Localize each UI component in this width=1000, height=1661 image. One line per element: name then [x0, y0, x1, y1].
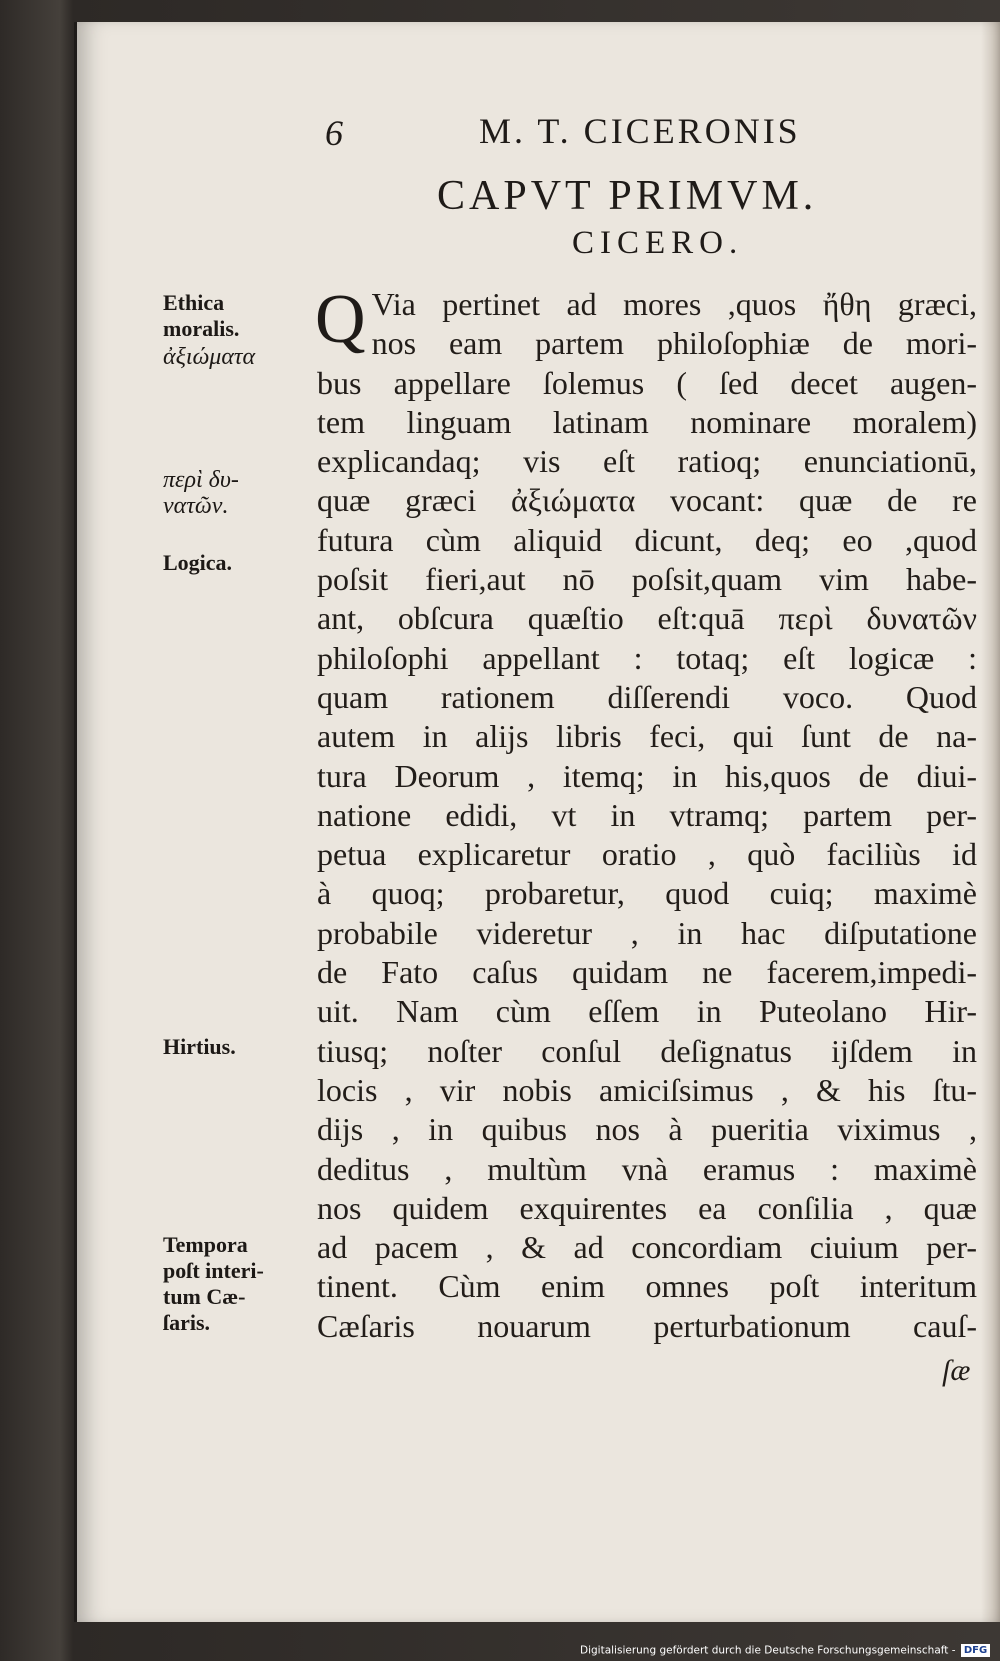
speaker-heading: CICERO.	[572, 225, 744, 261]
marginal-note-ethica: Ethica moralis.	[163, 290, 240, 341]
main-text	[315, 281, 977, 1346]
running-head: M. T. CICERONIS	[479, 111, 801, 151]
text-line: nos eam partem philoſophiæ de mori-	[371, 325, 977, 362]
text-line: ant, obſcura quæſtio eſt:quā περὶ δυνατῶν	[317, 600, 977, 637]
chapter-title: CAPVT PRIMVM.	[437, 173, 818, 219]
book-page	[74, 22, 1000, 1622]
marginal-note-peri-dynaton: περὶ δυ- νατῶν.	[163, 467, 239, 519]
text-line: autem in alijs libris feci, qui ſunt de na-	[317, 718, 977, 755]
text-line: bus appellare ſolemus ( ſed decet augen-	[317, 364, 977, 401]
dfg-logo: DFG	[961, 1644, 990, 1657]
digitization-credit	[580, 1644, 990, 1661]
text-line: petua explicaretur oratio , quò faciliùs id	[317, 836, 977, 873]
text-line: locis , vir nobis amiciſsimus , & his ſtu-	[317, 1071, 977, 1108]
text-line: uit. Nam cùm eſſem in Puteolano Hir-	[317, 993, 977, 1030]
text-line: quæ græci ἀξιώματα vocant: quæ de re	[317, 482, 977, 519]
credit-text: Digitalisierung gefördert durch die Deutsche Forschungsgemeinschaft -	[580, 1644, 956, 1657]
text-line: philoſophi appellant : totaq; eſt logicæ :	[317, 639, 977, 676]
text-line: dijs , in quibus nos à pueritia viximus ,	[317, 1111, 977, 1148]
marginal-note-hirtius: Hirtius.	[163, 1034, 236, 1059]
text-line: natione edidi, vt in vtramq; partem per-	[317, 796, 977, 833]
text-line: quam rationem diſſerendi voco. Quod	[317, 678, 977, 715]
marginal-note-tempora: Tempora poſt interi- tum Cæ- ſaris.	[163, 1232, 264, 1335]
text-line: tiusq; noſter conſul deſignatus ijſdem in	[317, 1032, 977, 1069]
text-line: deditus , multùm vnà eramus : maximè	[317, 1150, 977, 1187]
text-line: Via pertinet ad mores ,quos ἤθη græci,	[371, 286, 977, 322]
text-line: futura cùm aliquid dicunt, deq; eo ,quod	[317, 521, 977, 558]
text-line: à quoq; probaretur, quod cuiq; maximè	[317, 875, 977, 912]
text-line: tinent. Cùm enim omnes poſt interitum	[317, 1268, 977, 1305]
catchword: ſæ	[942, 1354, 971, 1387]
text-line: tem linguam latinam nominare moralem)	[317, 403, 977, 440]
drop-cap: Q	[315, 281, 366, 358]
text-line: de Fato caſus quidam ne facerem,impedi-	[317, 954, 977, 991]
text-line: probabile videretur , in hac diſputatione	[317, 914, 977, 951]
page-number: 6	[325, 113, 343, 153]
page-header	[77, 92, 1000, 152]
marginal-note-logica: Logica.	[163, 550, 233, 575]
text-line: explicandaq; vis eſt ratioq; enunciationū,	[317, 443, 977, 480]
marginal-note-axiomata: ἀξιώματα	[163, 344, 256, 370]
text-line: tura Deorum , itemq; in his,quos de diui-	[317, 757, 977, 794]
text-line: nos quidem exquirentes ea conſilia , quæ	[317, 1189, 977, 1226]
text-line: ad pacem , & ad concordiam ciuium per-	[317, 1229, 977, 1266]
text-line: poſsit fieri,aut nō poſsit,quam vim habe-	[317, 561, 977, 598]
text-line: Cæſaris nouarum perturbationum cauſ-	[317, 1307, 977, 1344]
